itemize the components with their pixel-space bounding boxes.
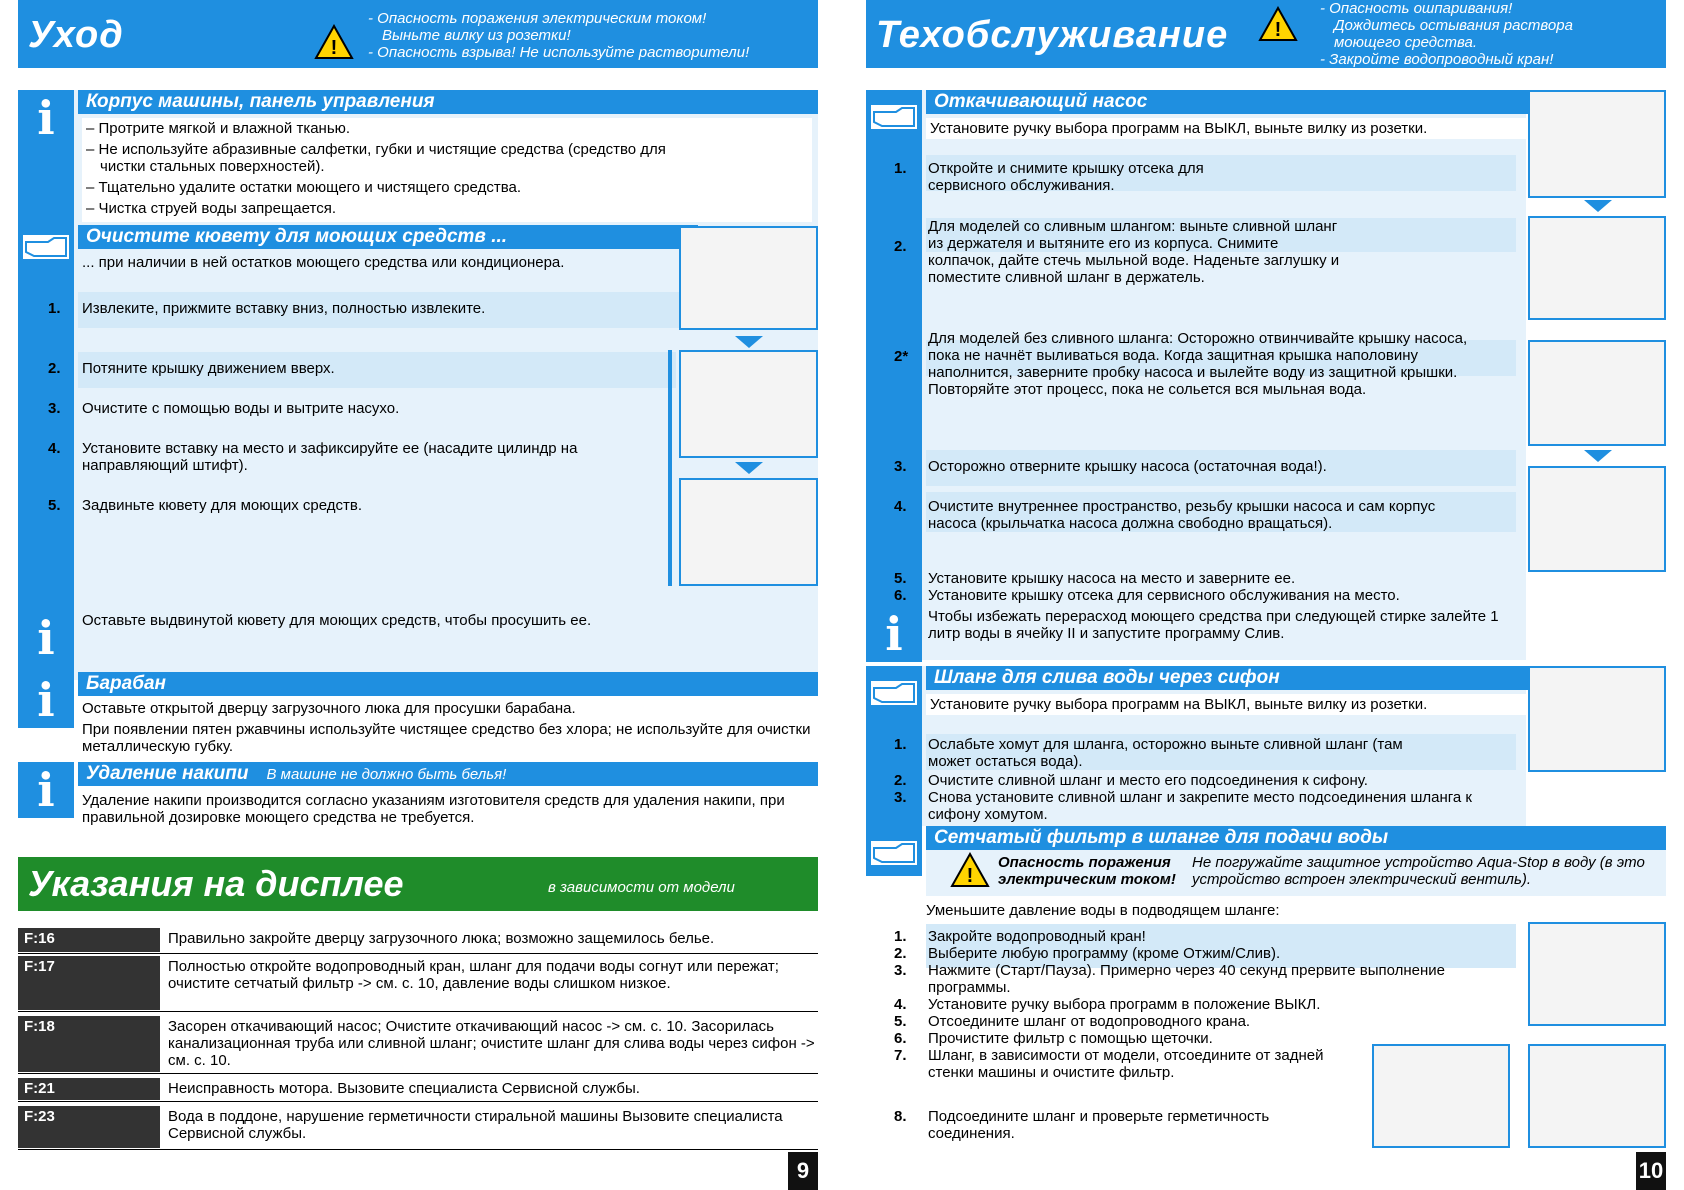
warning-text: - Опасность поражения электрическим током! Выньте вилку из розетки! - Опасность взрыва! Не используйте растворители! xyxy=(368,10,750,61)
divider xyxy=(668,350,672,586)
step-number: 4. xyxy=(894,498,907,515)
warning-icon xyxy=(1258,6,1298,42)
step-text: Откройте и снимите крышку отсека для сервисного обслуживания. xyxy=(928,160,1204,194)
step-number: 2. xyxy=(894,945,907,962)
hose-back-image xyxy=(1372,1044,1510,1148)
hand-pointer-icon xyxy=(870,840,918,866)
step-number: 2. xyxy=(894,772,907,789)
hand-pointer-icon xyxy=(870,680,918,706)
error-row: F:18 Засорен откачивающий насос; Очистите откачивающий насос -> см. с. 10. Засорилась канализационная труба или сливной шланг; очистите шланг для слива воды через сифон -> см. с. 10. xyxy=(18,1016,818,1074)
step-number: 2. xyxy=(48,360,61,377)
step-text: Для моделей со сливным шлангом: выньте сливной шланг из держателя и вытяните его из корпуса. Снимите колпачок, дайте стечь мыльной воде. Наденьте заглушку и поместите сливной шланг в держатель. xyxy=(928,218,1340,286)
step-number: 4. xyxy=(48,440,61,457)
section-heading: Указания на дисплее xyxy=(28,863,404,904)
header-care xyxy=(18,0,818,68)
step-text: Установите крышку отсека для сервисного обслуживания на место. xyxy=(928,587,1400,604)
svg-text:!: ! xyxy=(966,865,974,887)
intro-text: Уменьшите давление воды в подводящем шланге: xyxy=(926,902,1280,919)
body-text: Оставьте открытой дверцу загрузочного люка для просушки барабана. При появлении пятен ржавчины используйте чистящее средство без хлора; не используйте для очистки металлическую губку. xyxy=(78,698,818,760)
warning-icon xyxy=(950,852,990,888)
step-number: 3. xyxy=(894,962,907,979)
step-number: 2* xyxy=(894,348,909,365)
note-text: Оставьте выдвинутой кювету для моющих средств, чтобы просушить ее. xyxy=(82,612,592,629)
display-header xyxy=(18,857,818,911)
pump-image xyxy=(1528,90,1666,198)
pump-clean-image xyxy=(1528,466,1666,572)
step-text: Очистите с помощью воды и вытрите насухо. xyxy=(82,400,400,417)
page-title: Уход xyxy=(28,14,124,56)
warning-icon xyxy=(314,24,354,60)
header-maintenance xyxy=(866,0,1666,68)
step-number: 1. xyxy=(48,300,61,317)
step-text: Отсоедините шланг от водопроводного крана. xyxy=(928,1013,1251,1030)
error-row: F:21 Неисправность мотора. Вызовите специалиста Сервисной службы. xyxy=(18,1078,818,1102)
step-text: Для моделей без сливного шланга: Осторожно отвинчивайте крышку насоса, пока не начнёт выливаться вода. Когда защитная крышка наполовину наполнится, заверните пробку насоса и вылейте воду из защитной крышки. Повторяйте этот процесс, пока не сольется вся мыльная вода. xyxy=(928,330,1468,398)
step-text: Установите вставку на место и зафиксируйте ее (насадите цилиндр на направляющий штифт). xyxy=(82,440,578,474)
step-text: Подсоедините шланг и проверьте герметичность соединения. xyxy=(928,1108,1270,1142)
error-row: F:23 Вода в поддоне, нарушение герметичности стиральной машины Вызовите специалиста Сервисной службы. xyxy=(18,1106,818,1150)
hand-pointer-icon xyxy=(870,104,918,130)
intro-text: Установите ручку выбора программ на ВЫКЛ, выньте вилку из розетки. xyxy=(926,694,1526,715)
error-row: F:16 Правильно закройте дверцу загрузочного люка; возможно защемилось белье. xyxy=(18,928,818,954)
error-row: F:17 Полностью откройте водопроводный кран, шланг для подачи воды согнут или пережат; очистите сетчатый фильтр -> см. с. 10, давление воды слишком низкое. xyxy=(18,956,818,1012)
step-number: 3. xyxy=(894,458,907,475)
step-number: 5. xyxy=(48,497,61,514)
step-text: Шланг, в зависимости от модели, отсоедините от задней стенки машины и очистите фильтр. xyxy=(928,1047,1324,1081)
step-text: Снова установите сливной шланг и закрепите место подсоединения шланга к сифону хомутом. xyxy=(928,789,1472,823)
drawer-image xyxy=(679,350,818,458)
step-text: Задвиньте кювету для моющих средств. xyxy=(82,497,363,514)
step-number: 1. xyxy=(894,160,907,177)
info-icon: i xyxy=(18,672,74,728)
step-number: 2. xyxy=(894,238,907,255)
step-number: 5. xyxy=(894,570,907,587)
step-number: 7. xyxy=(894,1047,907,1064)
drawer-image xyxy=(679,226,818,330)
step-number: 8. xyxy=(894,1108,907,1125)
step-text: Выберите любую программу (кроме Отжим/Слив). xyxy=(928,945,1281,962)
note-text: Чтобы избежать перерасход моющего средства при следующей стирке залейте 1 литр воды в ячейку II и запустите программу Слив. xyxy=(928,608,1499,642)
step-number: 1. xyxy=(894,736,907,753)
tap-image xyxy=(1528,922,1666,1026)
info-icon: i xyxy=(866,606,922,662)
section-title: Корпус машины, панель управления xyxy=(78,90,818,114)
step-text: Осторожно отверните крышку насоса (остаточная вода!). xyxy=(928,458,1327,475)
hose-image xyxy=(1528,216,1666,320)
step-number: 6. xyxy=(894,1030,907,1047)
body-list: – Протрите мягкой и влажной тканью. – Не используйте абразивные салфетки, губки и чистящие средства (средство для чистки стальных поверхностей). – Тщательно удалите остатки моющего и чистящего средства. – Чистка струей воды запрещается. xyxy=(82,118,812,222)
step-text: Нажмите (Старт/Пауза). Примерно через 40 секунд прервите выполнение программы. xyxy=(928,962,1445,996)
down-arrow-icon xyxy=(1584,200,1612,212)
section-title: Очистите кювету для моющих средств ... xyxy=(78,225,698,249)
step-text: Прочистите фильтр с помощью щеточки. xyxy=(928,1030,1213,1047)
drawer-image xyxy=(679,478,818,586)
intro-text: Установите ручку выбора программ на ВЫКЛ, выньте вилку из розетки. xyxy=(926,118,1526,139)
step-number: 4. xyxy=(894,996,907,1013)
step-text: Закройте водопроводный кран! xyxy=(928,928,1146,945)
step-text: Очистите сливной шланг и место его подсоединения к сифону. xyxy=(928,772,1368,789)
warning-text: - Опасность ошпаривания! Дождитесь остывания раствора моющего средства. - Закройте водопроводный кран! xyxy=(1320,0,1573,68)
warning-text: Не погружайте защитное устройство Aqua-Stop в воду (в это устройство встроен электрический вентиль). xyxy=(1192,854,1645,888)
page-title: Техобслуживание xyxy=(876,14,1229,56)
info-icon: i xyxy=(18,762,74,818)
section-title: Откачивающий насос xyxy=(926,90,1586,114)
step-text: Извлеките, прижмите вставку вниз, полностью извлеките. xyxy=(82,300,486,317)
step-number: 3. xyxy=(894,789,907,806)
step-text: Установите ручку выбора программ в положение ВЫКЛ. xyxy=(928,996,1321,1013)
pump-cap-image xyxy=(1528,340,1666,446)
page-right xyxy=(866,0,1666,1190)
section-title: Удаление накипи В машине не должно быть белья! xyxy=(78,762,818,786)
side-bar xyxy=(18,90,74,680)
down-arrow-icon xyxy=(735,462,763,474)
step-text: Потяните крышку движением вверх. xyxy=(82,360,335,377)
intro-text: ... при наличии в ней остатков моющего средства или кондиционера. xyxy=(82,254,565,271)
section-title: Сетчатый фильтр в шланге для подачи воды xyxy=(926,826,1666,850)
step-text: Установите крышку насоса на место и заверните ее. xyxy=(928,570,1296,587)
info-icon: i xyxy=(18,610,74,666)
filter-image xyxy=(1528,1044,1666,1148)
section-title: Барабан xyxy=(78,672,818,696)
subtitle: в зависимости от модели xyxy=(548,879,735,896)
step-number: 3. xyxy=(48,400,61,417)
page-number: 10 xyxy=(1636,1152,1666,1190)
step-text: Очистите внутреннее пространство, резьбу крышки насоса и сам корпус насоса (крыльчатка насоса должна свободно вращаться). xyxy=(928,498,1436,532)
step-number: 5. xyxy=(894,1013,907,1030)
svg-text:!: ! xyxy=(330,37,338,59)
page-left xyxy=(18,0,818,1190)
info-icon: i xyxy=(18,90,74,146)
svg-text:!: ! xyxy=(1274,19,1282,41)
down-arrow-icon xyxy=(735,336,763,348)
section-title: Шланг для слива воды через сифон xyxy=(926,666,1586,690)
down-arrow-icon xyxy=(1584,450,1612,462)
hand-pointer-icon xyxy=(22,234,70,260)
siphon-image xyxy=(1528,666,1666,772)
step-number: 1. xyxy=(894,928,907,945)
step-number: 6. xyxy=(894,587,907,604)
body-text: Удаление накипи производится согласно указаниям изготовителя средств для удаления накипи, при правильной дозировке моющего средства не требуется. xyxy=(78,790,818,830)
page-number: 9 xyxy=(788,1152,818,1190)
step-text: Ослабьте хомут для шланга, осторожно выньте сливной шланг (там может остаться вода). xyxy=(928,736,1403,770)
warning-label: Опасность поражения электрическим током! xyxy=(998,854,1176,888)
